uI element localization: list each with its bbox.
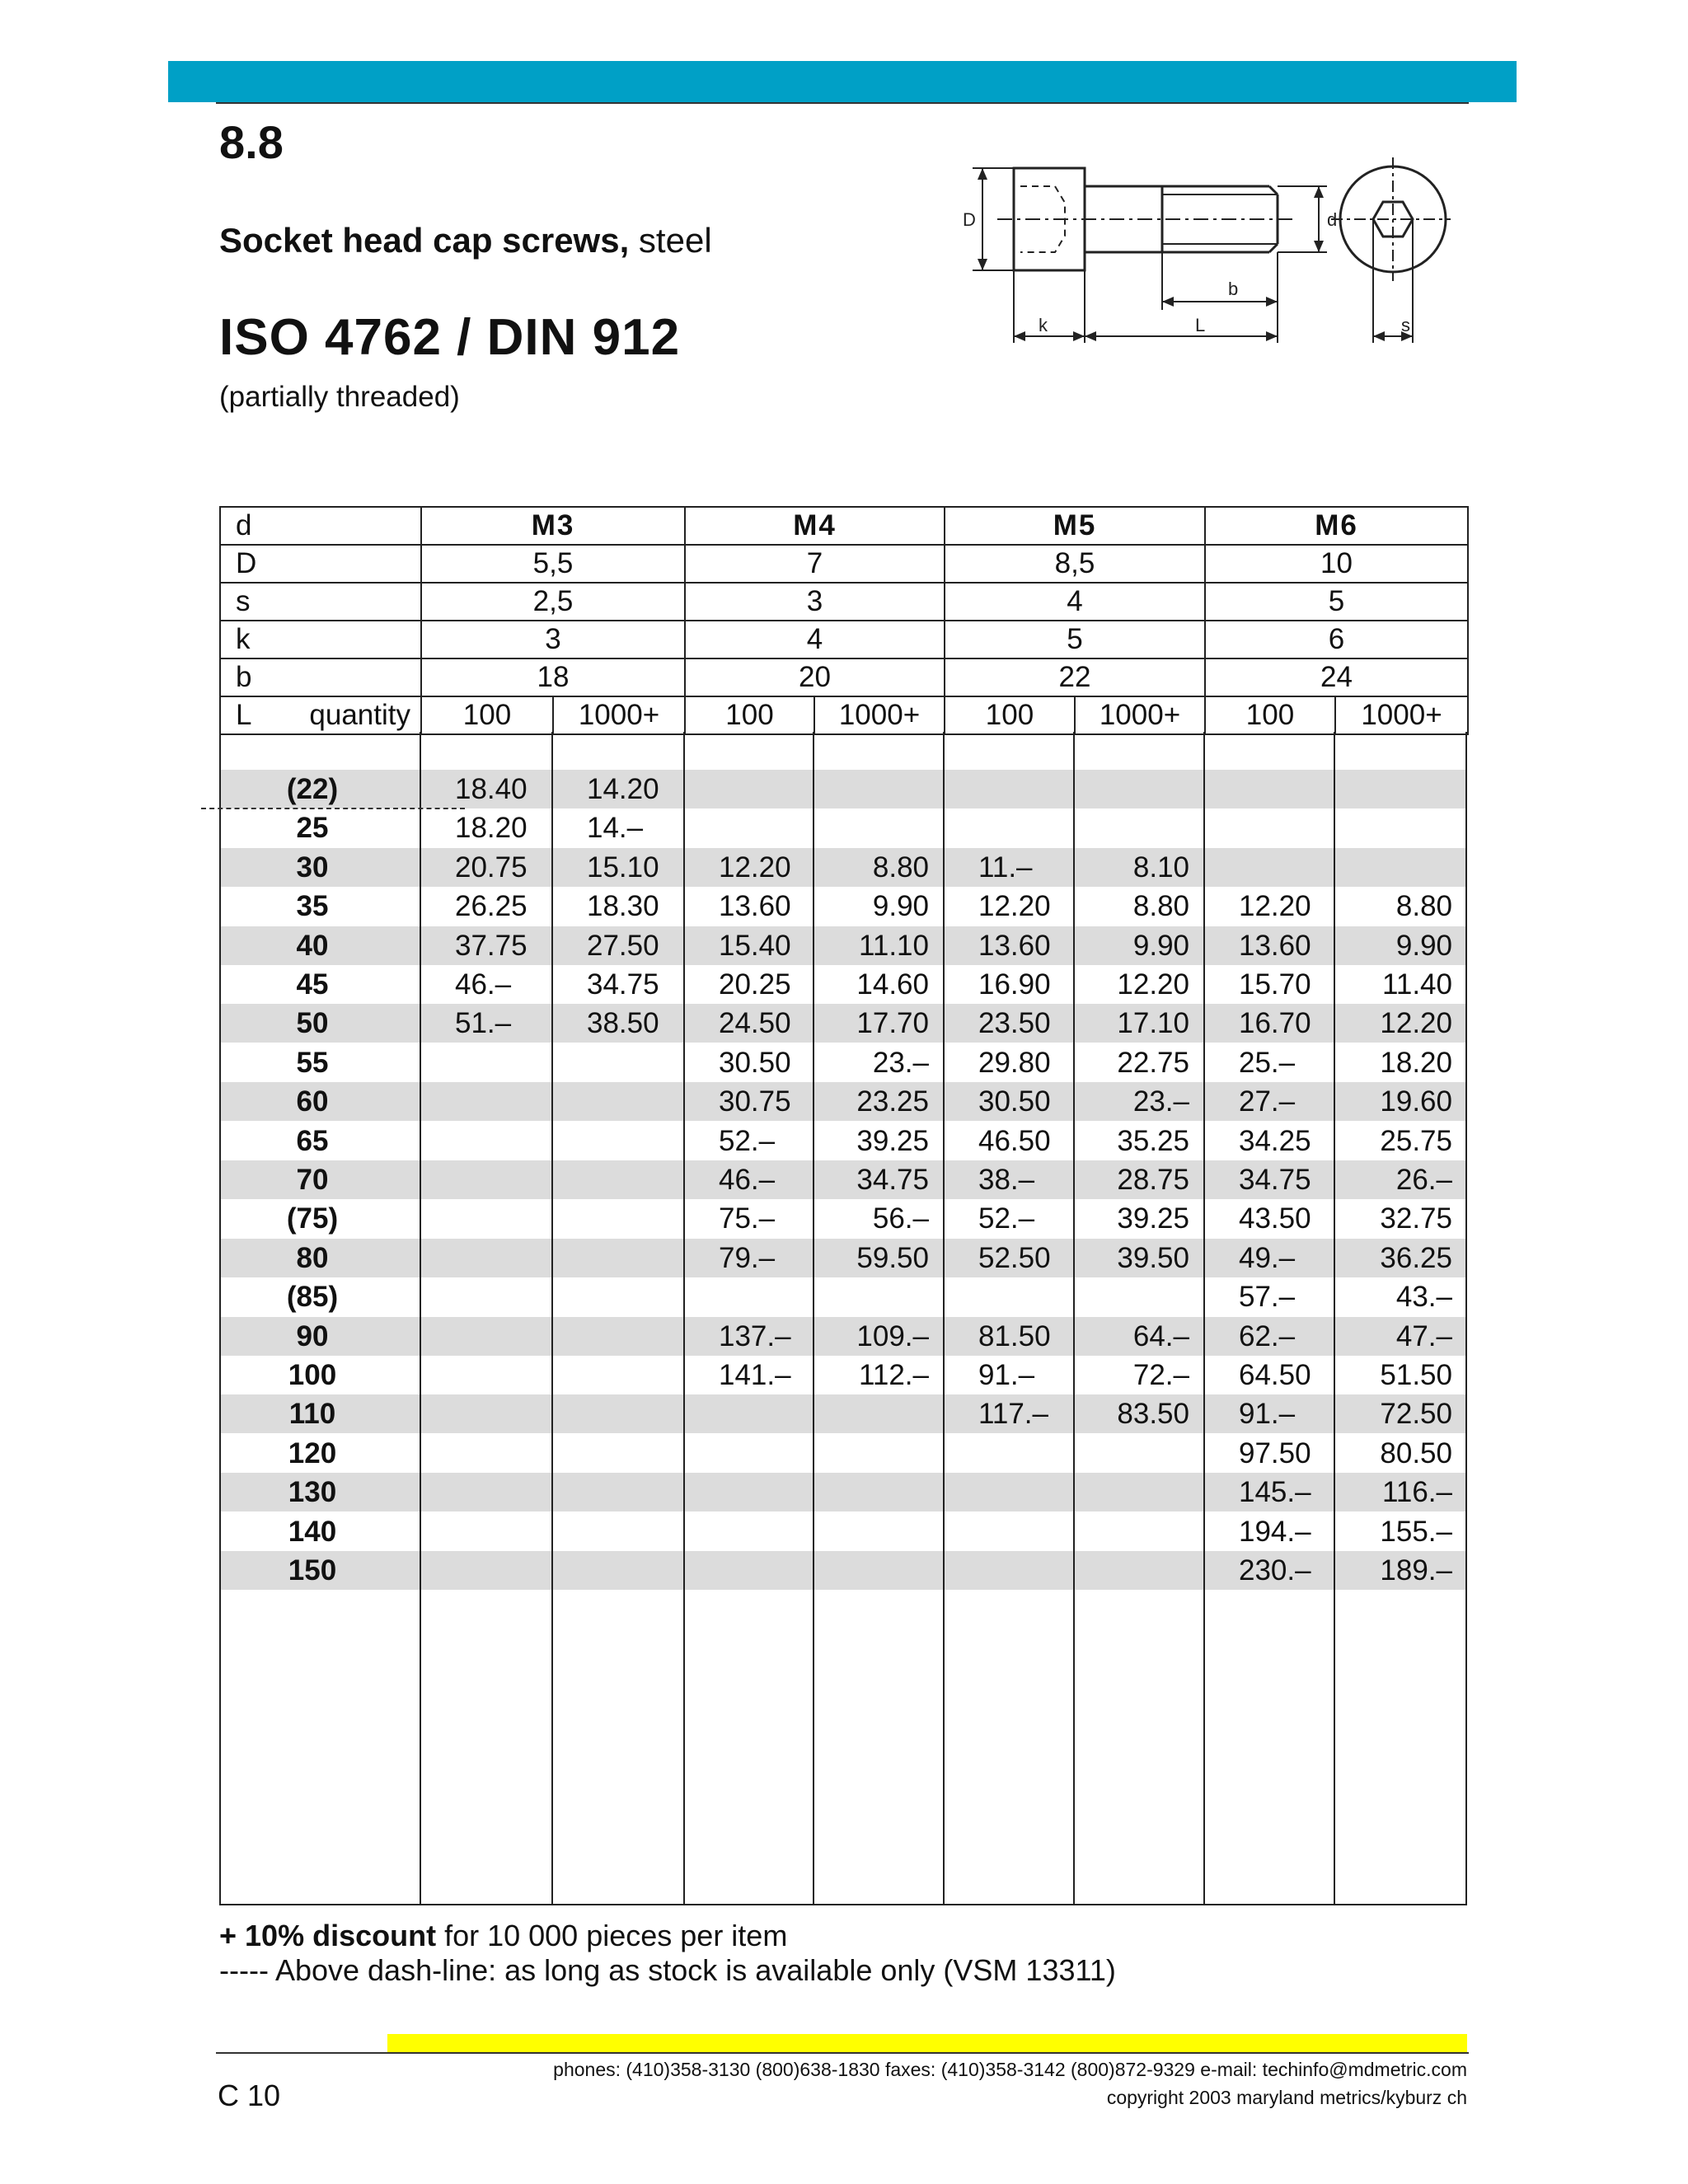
price-cell — [1204, 848, 1320, 887]
row-d — [220, 507, 1468, 545]
price-cell: 59.50 — [856, 1241, 929, 1274]
price-cell: 57.– — [1239, 1281, 1296, 1314]
product-title — [219, 221, 712, 260]
price-cell — [420, 1160, 537, 1199]
drawing-label-s: s — [1401, 315, 1410, 335]
price-cell: 72.– — [1132, 1359, 1189, 1391]
price-cell: 8.80 — [1395, 890, 1452, 923]
price-cell: 137.– — [719, 1319, 791, 1352]
table-row — [221, 926, 1465, 965]
column-divider — [943, 732, 945, 1905]
price-cell — [944, 1512, 1059, 1551]
price-cell: 51.– — [455, 1007, 512, 1040]
price-cell: 25.– — [1239, 1046, 1296, 1079]
price-cell — [420, 1356, 537, 1394]
table-row — [221, 1551, 1465, 1590]
price-cell — [1204, 808, 1320, 847]
price-cell — [944, 1434, 1059, 1473]
spec-value: 2,5 — [421, 583, 685, 621]
price-cell: 194.– — [1239, 1515, 1311, 1548]
spec-value: 8,5 — [945, 545, 1205, 583]
column-divider — [551, 732, 553, 1905]
price-cell: 20.75 — [455, 851, 528, 883]
table-row — [221, 1473, 1465, 1511]
price-cell — [814, 1434, 929, 1473]
price-cell: 30.75 — [719, 1085, 791, 1118]
price-cell: 39.50 — [1117, 1241, 1189, 1274]
price-cell: 18.30 — [587, 890, 659, 923]
price-cell — [944, 770, 1059, 808]
price-cell: 11.10 — [859, 929, 929, 962]
subtitle: (partially threaded) — [219, 381, 460, 413]
price-cell: 16.90 — [978, 968, 1051, 1001]
table-row — [221, 848, 1465, 887]
price-cell: 27.– — [1239, 1085, 1296, 1118]
price-cell: 79.– — [719, 1241, 776, 1274]
quantity-header — [220, 696, 421, 734]
price-cell — [944, 1551, 1059, 1590]
size-m5: M5 — [945, 507, 1205, 545]
length-value: (75) — [286, 1202, 339, 1235]
top-rule — [216, 102, 1469, 104]
length-value: (22) — [286, 773, 339, 805]
table-row — [221, 965, 1465, 1004]
price-cell — [552, 1043, 669, 1082]
row-s — [220, 583, 1468, 621]
price-cell: 22.75 — [1117, 1046, 1189, 1079]
price-cell: 117.– — [978, 1398, 1048, 1431]
price-cell — [814, 1277, 929, 1316]
qty-1000: 1000+ — [1075, 696, 1205, 734]
length-value: 80 — [296, 1241, 329, 1274]
table-row — [221, 770, 1465, 808]
price-cell — [552, 1473, 669, 1511]
price-cell: 13.60 — [1239, 929, 1311, 962]
price-cell: 30.50 — [978, 1085, 1051, 1118]
table-row — [221, 1239, 1465, 1277]
qty-100: 100 — [1205, 696, 1335, 734]
price-cell: 12.20 — [1380, 1007, 1452, 1040]
top-accent-bar — [168, 61, 1517, 102]
price-cell: 26.– — [1395, 1164, 1452, 1196]
drawing-label-k: k — [1039, 315, 1048, 335]
price-cell — [552, 1512, 669, 1551]
price-cell: 43.50 — [1239, 1202, 1311, 1235]
price-cell — [420, 1551, 537, 1590]
qty-1000: 1000+ — [1335, 696, 1468, 734]
price-cell: 46.50 — [978, 1124, 1051, 1157]
price-cell: 39.25 — [856, 1124, 929, 1157]
length-value: 40 — [296, 929, 329, 962]
table-row — [221, 1317, 1465, 1356]
price-cell: 24.50 — [719, 1007, 791, 1040]
price-cell: 80.50 — [1380, 1436, 1452, 1469]
price-cell: 20.25 — [719, 968, 791, 1001]
price-cell: 34.75 — [856, 1164, 929, 1196]
price-cell: 37.75 — [455, 929, 528, 962]
price-cell — [814, 770, 929, 808]
price-cell: 109.– — [856, 1319, 929, 1352]
price-cell: 26.25 — [455, 890, 528, 923]
page-number: C 10 — [218, 2079, 281, 2112]
spec-value: 22 — [945, 658, 1205, 696]
price-cell — [684, 808, 799, 847]
price-cell: 35.25 — [1117, 1124, 1189, 1157]
price-cell: 34.25 — [1239, 1124, 1311, 1157]
price-cell: 18.20 — [455, 812, 528, 845]
price-cell: 11.40 — [1382, 968, 1452, 1001]
copyright: copyright 2003 maryland metrics/kyburz ch — [1106, 2087, 1467, 2108]
price-cell — [420, 1082, 537, 1121]
price-cell: 38.– — [978, 1164, 1035, 1196]
price-cell — [552, 1122, 669, 1160]
spec-value: 5 — [945, 621, 1205, 658]
price-cell: 8.80 — [1132, 890, 1189, 923]
price-cell: 52.– — [978, 1202, 1035, 1235]
price-cell: 46.– — [455, 968, 512, 1001]
price-cell — [420, 1317, 537, 1356]
price-cell — [684, 1551, 799, 1590]
price-cell: 12.20 — [978, 890, 1051, 923]
row-quantity — [220, 696, 1468, 734]
table-row — [221, 1394, 1465, 1433]
price-cell — [684, 1277, 799, 1316]
table-row — [221, 1512, 1465, 1551]
drawing-label-D: D — [963, 209, 976, 230]
price-cell: 15.40 — [719, 929, 791, 962]
table-row — [221, 1434, 1465, 1473]
price-cell: 141.– — [719, 1359, 791, 1391]
label-L: L — [236, 699, 252, 731]
column-divider — [813, 732, 814, 1905]
price-cell: 12.20 — [1239, 890, 1311, 923]
price-cell — [420, 1122, 537, 1160]
spec-table — [219, 506, 1469, 735]
size-m3: M3 — [421, 507, 685, 545]
price-cell — [814, 1551, 929, 1590]
price-cell — [684, 770, 799, 808]
price-cell: 23.25 — [856, 1085, 929, 1118]
price-cell — [420, 1277, 537, 1316]
price-cell: 32.75 — [1380, 1202, 1452, 1235]
spec-value: 7 — [685, 545, 945, 583]
price-cell — [814, 1394, 929, 1433]
row-k — [220, 621, 1468, 658]
price-cell: 12.20 — [1117, 968, 1189, 1001]
price-cell: 145.– — [1239, 1476, 1311, 1509]
column-divider — [420, 732, 421, 1905]
price-cell — [1074, 770, 1189, 808]
price-cell: 189.– — [1380, 1554, 1452, 1586]
column-divider — [1203, 732, 1205, 1905]
price-cell: 16.70 — [1239, 1007, 1311, 1040]
length-value: 60 — [296, 1085, 329, 1118]
length-value: 30 — [296, 851, 329, 883]
spec-value: 20 — [685, 658, 945, 696]
spec-value: 18 — [421, 658, 685, 696]
table-row — [221, 1277, 1465, 1316]
length-value: 25 — [296, 812, 329, 845]
price-cell: 91.– — [978, 1359, 1035, 1391]
price-cell — [552, 1239, 669, 1277]
price-cell: 17.10 — [1117, 1007, 1189, 1040]
length-value: 50 — [296, 1007, 329, 1040]
price-cell: 155.– — [1380, 1515, 1452, 1548]
price-cell — [552, 1277, 669, 1316]
price-cell: 83.50 — [1117, 1398, 1189, 1431]
row-D — [220, 545, 1468, 583]
price-cell — [684, 1473, 799, 1511]
price-cell: 27.50 — [587, 929, 659, 962]
title-bold: Socket head cap screws, — [219, 221, 630, 260]
column-divider — [683, 732, 685, 1905]
price-cell — [814, 1473, 929, 1511]
label-d: d — [220, 507, 421, 545]
stock-dash-line — [201, 808, 465, 809]
price-cell: 18.40 — [455, 773, 528, 805]
spec-value: 3 — [685, 583, 945, 621]
price-cell: 34.75 — [1239, 1164, 1311, 1196]
price-cell: 38.50 — [587, 1007, 659, 1040]
table-row — [221, 1082, 1465, 1121]
price-cell — [684, 1512, 799, 1551]
spec-value: 24 — [1205, 658, 1468, 696]
discount-note — [219, 1919, 787, 1953]
price-cell: 8.80 — [872, 851, 929, 883]
price-cell: 8.10 — [1132, 851, 1189, 883]
qty-100: 100 — [421, 696, 553, 734]
label-quantity: quantity — [309, 699, 410, 731]
price-cell — [944, 1473, 1059, 1511]
table-row — [221, 808, 1465, 847]
price-cell — [1074, 1473, 1189, 1511]
price-cell — [944, 1277, 1059, 1316]
price-cell: 19.60 — [1380, 1085, 1452, 1118]
length-value: 45 — [296, 968, 329, 1001]
column-divider — [1073, 732, 1075, 1905]
price-cell — [552, 1394, 669, 1433]
price-cell: 18.20 — [1380, 1046, 1452, 1079]
price-cell — [552, 1317, 669, 1356]
bottom-rule — [216, 2052, 1469, 2054]
price-cell — [1334, 848, 1452, 887]
label-k: k — [220, 621, 421, 658]
price-cell: 46.– — [719, 1164, 776, 1196]
price-cell: 81.50 — [978, 1319, 1051, 1352]
price-cell — [552, 1551, 669, 1590]
price-cell: 13.60 — [719, 890, 791, 923]
spec-value: 5 — [1205, 583, 1468, 621]
label-s: s — [220, 583, 421, 621]
price-cell — [552, 1434, 669, 1473]
discount-bold: + 10% discount — [219, 1919, 437, 1952]
price-cell: 25.75 — [1380, 1124, 1452, 1157]
price-cell — [420, 1043, 537, 1082]
price-cell: 14.– — [587, 812, 644, 845]
yellow-bar — [387, 2034, 1467, 2052]
price-cell: 64.50 — [1239, 1359, 1311, 1391]
spec-value: 4 — [945, 583, 1205, 621]
price-cell: 230.– — [1239, 1554, 1311, 1586]
price-cell — [552, 1356, 669, 1394]
price-cell — [814, 1512, 929, 1551]
price-cell: 64.– — [1132, 1319, 1189, 1352]
price-cell — [1074, 808, 1189, 847]
price-cell — [1074, 1551, 1189, 1590]
qty-1000: 1000+ — [553, 696, 685, 734]
length-value: 35 — [296, 890, 329, 923]
length-value: 65 — [296, 1124, 329, 1157]
price-cell: 97.50 — [1239, 1436, 1311, 1469]
table-row — [221, 1356, 1465, 1394]
price-cell: 17.70 — [856, 1007, 929, 1040]
drawing-label-d: d — [1327, 209, 1338, 230]
length-value: 120 — [288, 1436, 337, 1469]
column-divider — [1334, 732, 1335, 1905]
spec-value: 4 — [685, 621, 945, 658]
price-cell: 28.75 — [1117, 1164, 1189, 1196]
price-cell — [420, 1199, 537, 1238]
length-value: 55 — [296, 1046, 329, 1079]
price-cell: 116.– — [1382, 1476, 1452, 1509]
spec-value: 10 — [1205, 545, 1468, 583]
price-cell: 47.– — [1395, 1319, 1452, 1352]
length-value: 100 — [288, 1359, 337, 1391]
price-cell: 91.– — [1239, 1398, 1296, 1431]
qty-100: 100 — [945, 696, 1075, 734]
size-m6: M6 — [1205, 507, 1468, 545]
price-cell: 51.50 — [1380, 1359, 1452, 1391]
dash-note: ----- Above dash-line: as long as stock is available only (VSM 13311) — [219, 1953, 1116, 1987]
length-value: 110 — [288, 1398, 336, 1431]
price-cell — [1334, 770, 1452, 808]
qty-100: 100 — [685, 696, 814, 734]
drawing-label-L: L — [1195, 315, 1206, 335]
label-b: b — [220, 658, 421, 696]
price-cell — [1334, 808, 1452, 847]
price-cell — [420, 1239, 537, 1277]
price-cell: 52.50 — [978, 1241, 1051, 1274]
price-cell: 15.10 — [587, 851, 659, 883]
price-cell: 52.– — [719, 1124, 776, 1157]
length-value: 70 — [296, 1164, 329, 1196]
price-cell: 15.70 — [1239, 968, 1311, 1001]
price-cell: 9.90 — [1395, 929, 1452, 962]
price-cell — [1204, 770, 1320, 808]
table-row — [221, 1160, 1465, 1199]
label-D: D — [220, 545, 421, 583]
table-row — [221, 1043, 1465, 1082]
length-value: 90 — [296, 1319, 329, 1352]
price-cell — [814, 808, 929, 847]
price-cell: 62.– — [1239, 1319, 1296, 1352]
price-cell: 75.– — [719, 1202, 776, 1235]
price-cell: 11.– — [978, 851, 1033, 883]
screw-drawing — [956, 153, 1451, 359]
price-cell: 72.50 — [1380, 1398, 1452, 1431]
price-cell: 14.60 — [856, 968, 929, 1001]
spec-value: 3 — [421, 621, 685, 658]
price-cell: 13.60 — [978, 929, 1051, 962]
price-cell: 49.– — [1239, 1241, 1296, 1274]
price-cell: 23.– — [872, 1046, 929, 1079]
price-cell: 39.25 — [1117, 1202, 1189, 1235]
length-value: 140 — [288, 1515, 337, 1548]
price-cell — [420, 1473, 537, 1511]
price-cell — [684, 1394, 799, 1433]
length-value: 150 — [288, 1554, 337, 1586]
price-cell: 23.– — [1132, 1085, 1189, 1118]
price-cell: 112.– — [859, 1359, 929, 1391]
grade-heading: 8.8 — [219, 116, 284, 168]
contact-info: phones: (410)358-3130 (800)638-1830 faxes: (410)358-3142 (800)872-9329 e-mail: techinfo@mdmetric.com — [553, 2059, 1467, 2080]
spec-value: 6 — [1205, 621, 1468, 658]
length-value: 130 — [288, 1476, 337, 1509]
size-m4: M4 — [685, 507, 945, 545]
price-cell — [420, 1434, 537, 1473]
price-cell — [1074, 1512, 1189, 1551]
price-cell: 34.75 — [587, 968, 659, 1001]
table-row — [221, 1004, 1465, 1043]
price-cell — [1074, 1277, 1189, 1316]
price-cell — [420, 1512, 537, 1551]
length-value: (85) — [286, 1281, 339, 1314]
price-cell: 14.20 — [587, 773, 659, 805]
price-cell — [552, 1082, 669, 1121]
price-cell — [552, 1199, 669, 1238]
price-cell: 12.20 — [719, 851, 791, 883]
price-cell: 43.– — [1395, 1281, 1452, 1314]
table-row — [221, 887, 1465, 926]
table-row — [221, 1122, 1465, 1160]
discount-text: for 10 000 pieces per item — [436, 1919, 788, 1952]
qty-1000: 1000+ — [814, 696, 945, 734]
price-cell — [684, 1434, 799, 1473]
price-cell: 56.– — [872, 1202, 929, 1235]
spec-value: 5,5 — [421, 545, 685, 583]
standard-heading: ISO 4762 / DIN 912 — [219, 309, 681, 366]
price-cell: 9.90 — [1132, 929, 1189, 962]
price-cell — [552, 1160, 669, 1199]
price-cell: 23.50 — [978, 1007, 1051, 1040]
price-cell — [944, 808, 1059, 847]
price-cell — [1074, 1434, 1189, 1473]
price-cell: 9.90 — [872, 890, 929, 923]
drawing-label-b: b — [1228, 279, 1239, 299]
price-cell: 36.25 — [1380, 1241, 1452, 1274]
title-material: steel — [629, 221, 712, 260]
row-b — [220, 658, 1468, 696]
table-row — [221, 1199, 1465, 1238]
price-cell: 29.80 — [978, 1046, 1051, 1079]
price-cell — [420, 1394, 537, 1433]
price-cell: 30.50 — [719, 1046, 791, 1079]
